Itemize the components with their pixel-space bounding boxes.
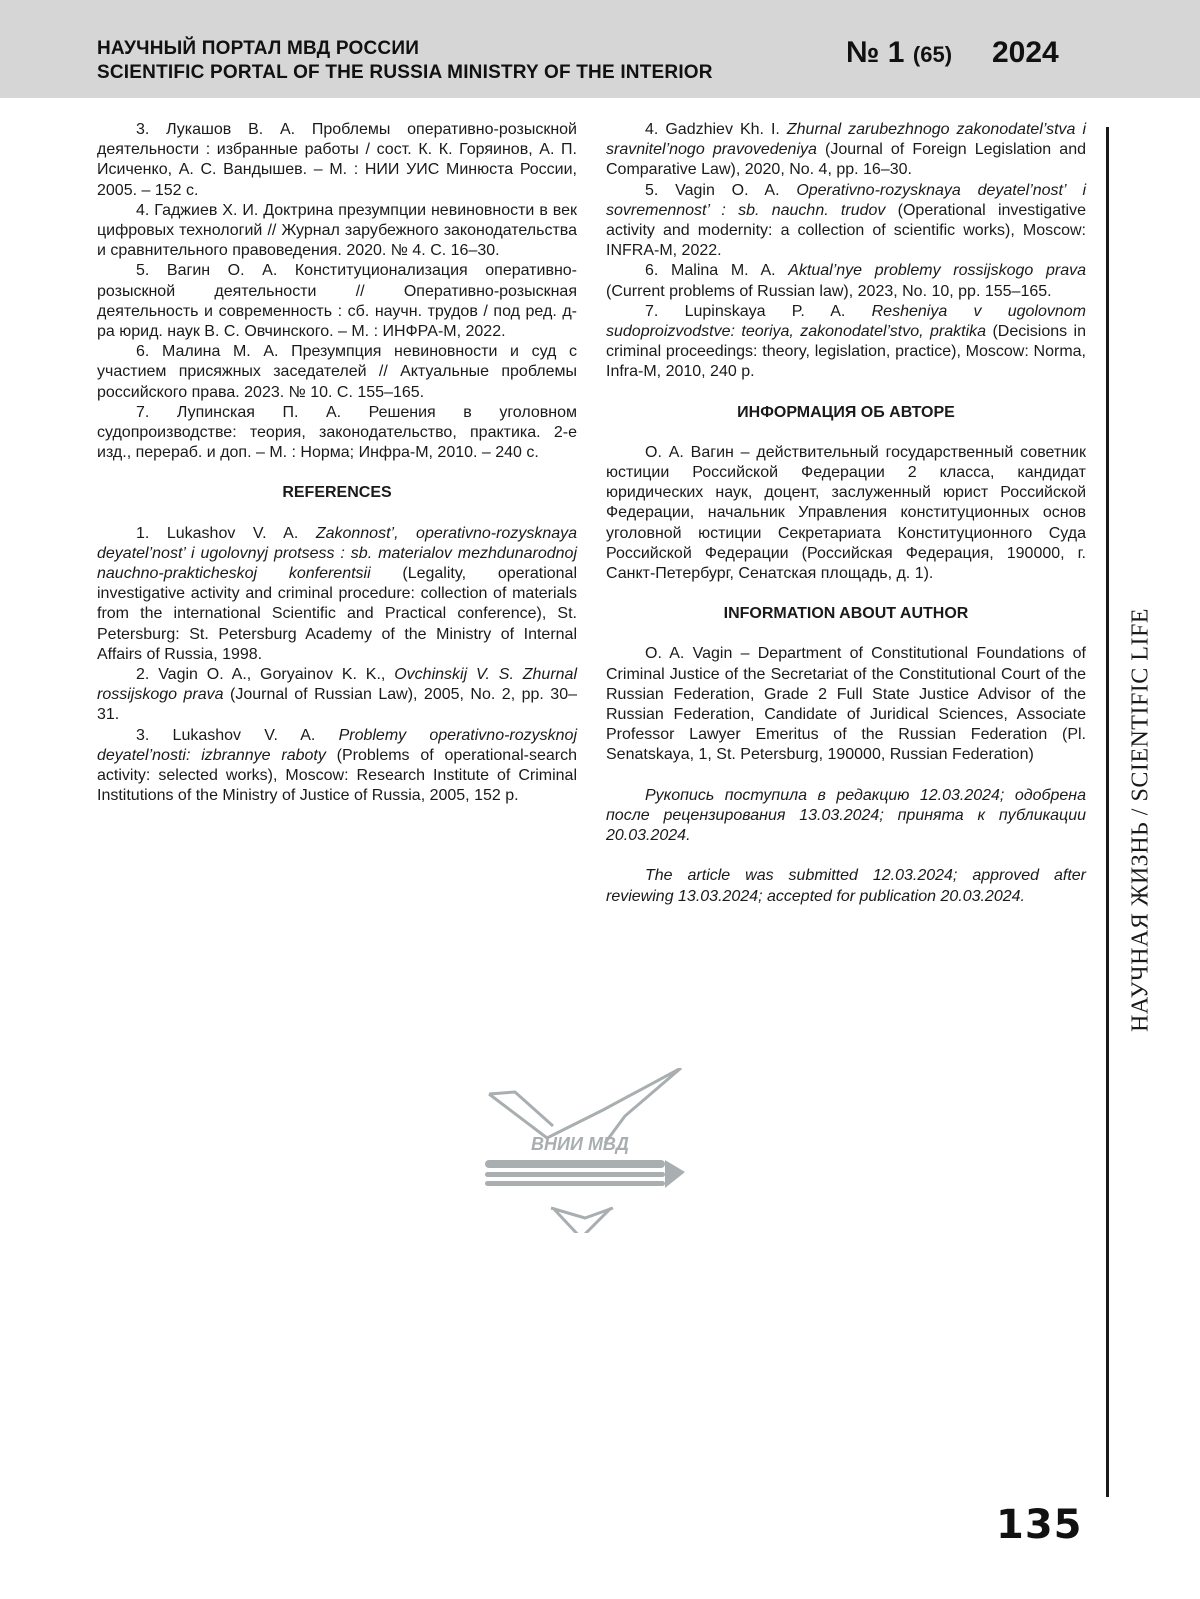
en-reference: 7. Lupinskaya P. A. Resheniya v ugolovnom sudoproizvodstve: teoriya, zakonodatel’stvo, praktika (Decisions in criminal proceedings: theory, legislation, practice), Moscow: Norma, Infra-M, 2010, 240 p. bbox=[606, 302, 1086, 381]
page-number: 135 bbox=[996, 1502, 1083, 1548]
author-info-heading-ru: ИНФОРМАЦИЯ ОБ АВТОРЕ bbox=[737, 403, 955, 421]
issue-year: 2024 bbox=[992, 36, 1059, 69]
en-reference: 3. Lukashov V. A. Problemy operativno-rozysknoj deyatel’nosti: izbrannye raboty (Problems of operational-search activity: selected works), Moscow: Research Institute of Criminal Institutions of the Ministry of Justice of Russia, 2005, 152 p. bbox=[97, 726, 578, 805]
ru-reference: 5. Вагин О. А. Конституционализация оперативно-розыскной деятельности // Оперативно-розыскная деятельность и современность : сб. научн. трудов / под ред. д-ра юрид. наук В. С. Овчинского. – М. : ИНФРА-М, 2022. bbox=[97, 262, 577, 341]
en-reference: 1. Lukashov V. A. Zakonnost’, operativno-rozysknaya deyatel’nost’ i ugolovnyj protsess : sb. materialov mezhdunarodnoj nauchno-prakticheskoj konferentsii (Legality, operational investigative activity and criminal procedure: collection of materials from the international Scientific and Practical conference), St. Petersburg: St. Petersburg Academy of the Ministry of Internal Affairs of Russia, 1998. bbox=[97, 524, 578, 663]
journal-title-ru: НАУЧНЫЙ ПОРТАЛ МВД РОССИИ bbox=[97, 38, 420, 59]
issue-number bbox=[846, 36, 952, 70]
en-reference: 4. Gadzhiev Kh. I. Zhurnal zarubezhnogo zakonodatel’stva i sravnitel’nogo pravovedeniya (Journal of Foreign Legislation and Comparative Law), 2020, No. 4, pp. 16–30. bbox=[606, 121, 1087, 179]
left-column bbox=[97, 120, 577, 807]
ru-reference: 4. Гаджиев Х. И. Доктрина презумпции невиновности в век цифровых технологий // Журнал зарубежного законодательства и сравнительного правоведения. 2020. № 4. С. 16–30. bbox=[97, 201, 577, 260]
ru-reference: 7. Лупинская П. А. Решения в уголовном судопроизводстве: теория, законодательство, практика. 2-е изд., перераб. и доп. – М. : Норма; Инфра-М, 2010. – 240 с. bbox=[97, 403, 577, 462]
en-reference: 6. Malina M. A. Aktual’nye problemy rossijskogo prava (Current problems of Russian law), 2023, No. 10, pp. 155–165. bbox=[606, 262, 1087, 300]
author-info-ru: О. А. Вагин – действительный государственный советник юстиции Российской Федерации 2 класса, кандидат юридических наук, доцент, заслуженный юрист Российской Федерации, начальник Управления конституционных основ уголовной юстиции Секретариата Конституционного Суда Российской Федерации (Российская Федерация, 190000, г. Санкт-Петербург, Сенатская площадь, д. 1). bbox=[606, 443, 1086, 583]
en-reference: 5. Vagin O. A. Operativno-rozysknaya deyatel’nost’ i sovremennost’ : sb. nauchn. trudov (Operational investigative activity and modernity: a collection of scientific works), Moscow: INFRA-M, 2022. bbox=[606, 181, 1086, 260]
logo-text: ВНИИ МВД bbox=[531, 1134, 629, 1154]
margin-rule bbox=[1106, 127, 1109, 1497]
issue-no: № 1 bbox=[846, 36, 905, 69]
section-label: НАУЧНАЯ ЖИЗНЬ / SCIENTIFIC LIFE bbox=[1127, 608, 1154, 1032]
ru-reference: 3. Лукашов В. А. Проблемы оперативно-розыскной деятельности : избранные работы / сост. К. К. Горяинов, А. П. Исиченко, А. С. Вандышев. – М. : НИИ УИС Минюста России, 2005. – 152 с. bbox=[97, 121, 577, 199]
author-info-heading-en: INFORMATION ABOUT AUTHOR bbox=[723, 605, 969, 623]
ru-reference: 6. Малина М. А. Презумпция невиновности и суд с участием присяжных заседателей // Актуальные проблемы российского права. 2023. № 10. С. 155–165. bbox=[97, 343, 577, 401]
submission-dates-en: The article was submitted 12.03.2024; approved after reviewing 13.03.2024; accepted for publication 20.03.2024. bbox=[606, 867, 1086, 905]
right-column bbox=[606, 120, 1086, 907]
references-heading: REFERENCES bbox=[282, 484, 392, 502]
submission-dates-ru: Рукопись поступила в редакцию 12.03.2024; одобрена после рецензирования 13.03.2024; принята к публикации 20.03.2024. bbox=[606, 786, 1086, 845]
author-info-en: O. A. Vagin – Department of Constitutional Foundations of Criminal Justice of the Secretariat of the Constitutional Court of the Russian Federation, Grade 2 Full State Justice Advisor of the Russian Federation, Candidate of Juridical Sciences, Associate Professor Lawyer Emeritus of the Russian Federation (Pl. Senatskaya, 1, St. Petersburg, 190000, Russian Federation) bbox=[606, 645, 1086, 764]
issue-total: (65) bbox=[912, 42, 953, 67]
page-header bbox=[0, 0, 1200, 98]
vnii-mvd-logo bbox=[485, 1068, 695, 1233]
journal-title-en: SCIENTIFIC PORTAL OF THE RUSSIA MINISTRY OF THE INTERIOR bbox=[97, 62, 713, 83]
en-reference: 2. Vagin O. A., Goryainov K. K., Ovchinskij V. S. Zhurnal rossijskogo prava (Journal of Russian Law), 2005, No. 2, pp. 30–31. bbox=[97, 666, 578, 724]
